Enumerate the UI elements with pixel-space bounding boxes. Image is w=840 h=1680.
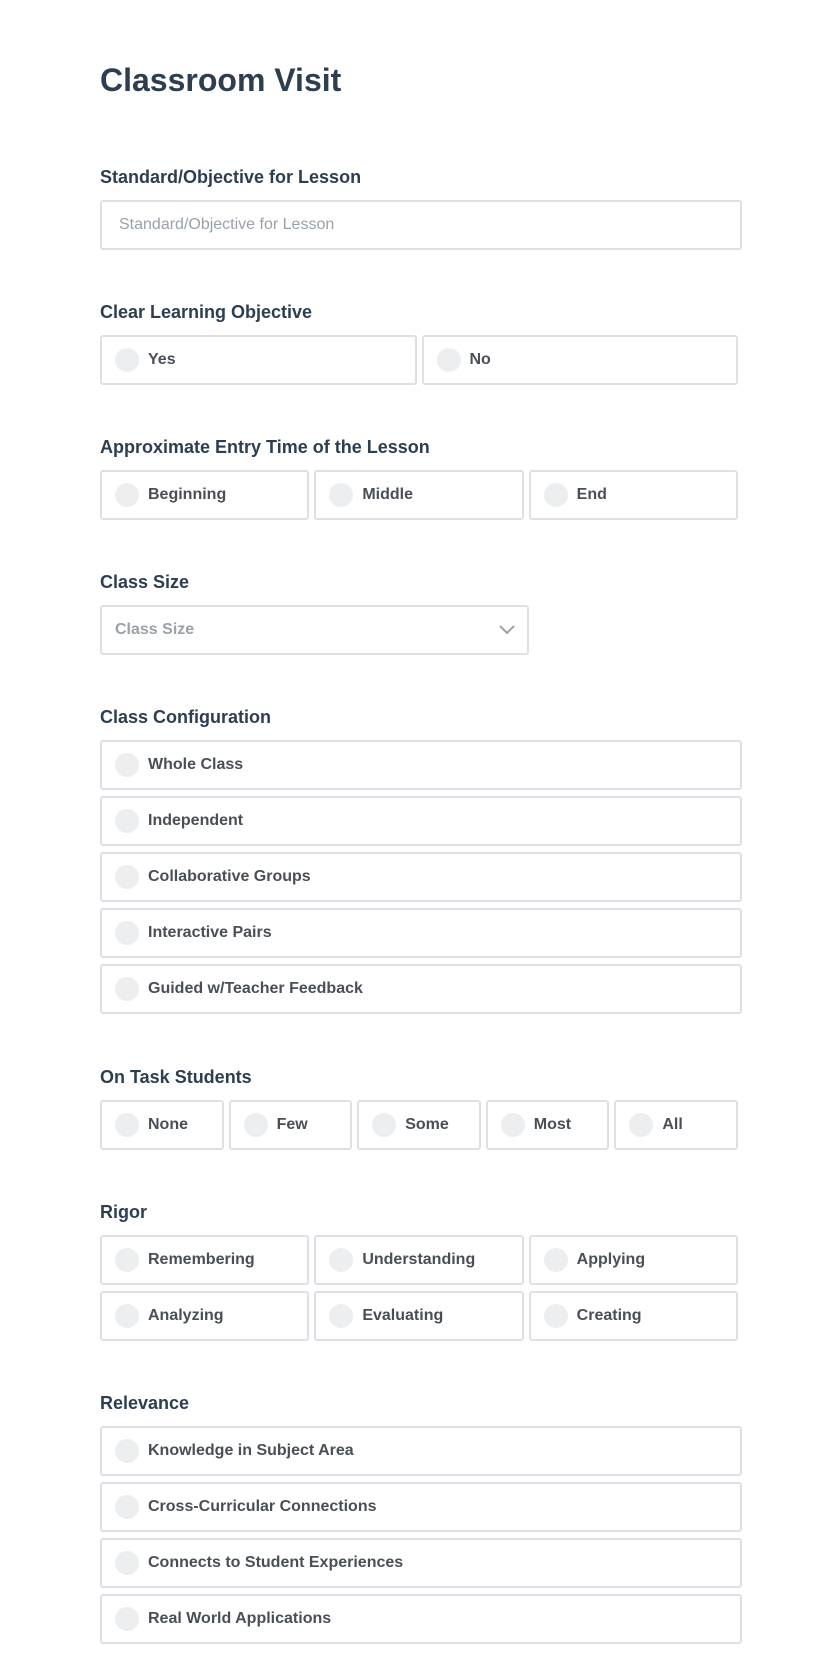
class-size-label: Class Size	[100, 572, 190, 592]
entry-time-option-middle[interactable]: Middle	[314, 470, 523, 520]
relevance-option[interactable]: Connects to Student Experiences	[100, 1538, 742, 1588]
radio-circle	[544, 483, 568, 507]
entry-time-option-end[interactable]: End	[529, 470, 738, 520]
relevance-options	[100, 1426, 742, 1644]
relevance-label: Relevance	[100, 1393, 190, 1413]
radio-circle	[115, 1248, 139, 1272]
radio-circle	[544, 1248, 568, 1272]
objective-option-yes[interactable]: Yes	[100, 335, 417, 385]
entry-time-options	[100, 470, 738, 520]
configuration-option[interactable]: Collaborative Groups	[100, 852, 742, 902]
rigor-option-evaluating[interactable]: Evaluating	[314, 1291, 523, 1341]
radio-circle	[115, 865, 139, 889]
rigor-option-applying[interactable]: Applying	[529, 1235, 738, 1285]
configuration-option[interactable]: Interactive Pairs	[100, 908, 742, 958]
on-task-label: On Task Students	[100, 1067, 252, 1087]
relevance-option[interactable]: Knowledge in Subject Area	[100, 1426, 742, 1476]
rigor-options-row-1	[100, 1235, 738, 1285]
radio-circle	[501, 1113, 525, 1137]
rigor-options-row-2	[100, 1291, 738, 1341]
on-task-option-all[interactable]: All	[614, 1100, 738, 1150]
rigor-label: Rigor	[100, 1202, 147, 1222]
radio-circle	[244, 1113, 268, 1137]
radio-circle	[115, 1551, 139, 1575]
radio-circle	[629, 1113, 653, 1137]
rigor-option-remembering[interactable]: Remembering	[100, 1235, 309, 1285]
objective-label: Clear Learning Objective	[100, 302, 313, 322]
radio-circle	[115, 1304, 139, 1328]
class-size-value: Class Size	[115, 621, 195, 638]
radio-circle	[329, 1248, 353, 1272]
entry-time-label: Approximate Entry Time of the Lesson	[100, 437, 430, 457]
on-task-options	[100, 1100, 738, 1150]
radio-circle	[115, 1607, 139, 1631]
on-task-option-most[interactable]: Most	[486, 1100, 610, 1150]
radio-circle	[329, 1304, 353, 1328]
objective-option-no[interactable]: No	[422, 335, 739, 385]
on-task-option-none[interactable]: None	[100, 1100, 224, 1150]
radio-circle	[437, 348, 461, 372]
standard-label: Standard/Objective for Lesson	[100, 167, 362, 187]
radio-circle	[115, 753, 139, 777]
class-size-select[interactable]	[100, 605, 529, 655]
rigor-option-creating[interactable]: Creating	[529, 1291, 738, 1341]
page-title: Classroom Visit	[100, 62, 342, 98]
configuration-option[interactable]: Independent	[100, 796, 742, 846]
radio-circle	[329, 483, 353, 507]
configuration-option[interactable]: Guided w/Teacher Feedback	[100, 964, 742, 1014]
configuration-option[interactable]: Whole Class	[100, 740, 742, 790]
on-task-option-some[interactable]: Some	[357, 1100, 481, 1150]
configuration-label: Class Configuration	[100, 707, 272, 727]
radio-circle	[115, 977, 139, 1001]
radio-circle	[115, 483, 139, 507]
chevron-down-icon	[499, 625, 515, 635]
relevance-option[interactable]: Real World Applications	[100, 1594, 742, 1644]
rigor-option-analyzing[interactable]: Analyzing	[100, 1291, 309, 1341]
radio-circle	[115, 921, 139, 945]
radio-circle	[544, 1304, 568, 1328]
on-task-option-few[interactable]: Few	[229, 1100, 353, 1150]
configuration-options	[100, 740, 742, 1014]
radio-circle	[115, 348, 139, 372]
rigor-option-understanding[interactable]: Understanding	[314, 1235, 523, 1285]
objective-options	[100, 335, 738, 385]
radio-circle	[115, 809, 139, 833]
entry-time-option-beginning[interactable]: Beginning	[100, 470, 309, 520]
radio-circle	[115, 1495, 139, 1519]
radio-circle	[115, 1439, 139, 1463]
radio-circle	[115, 1113, 139, 1137]
radio-circle	[372, 1113, 396, 1137]
standard-input[interactable]	[100, 200, 742, 250]
relevance-option[interactable]: Cross-Curricular Connections	[100, 1482, 742, 1532]
